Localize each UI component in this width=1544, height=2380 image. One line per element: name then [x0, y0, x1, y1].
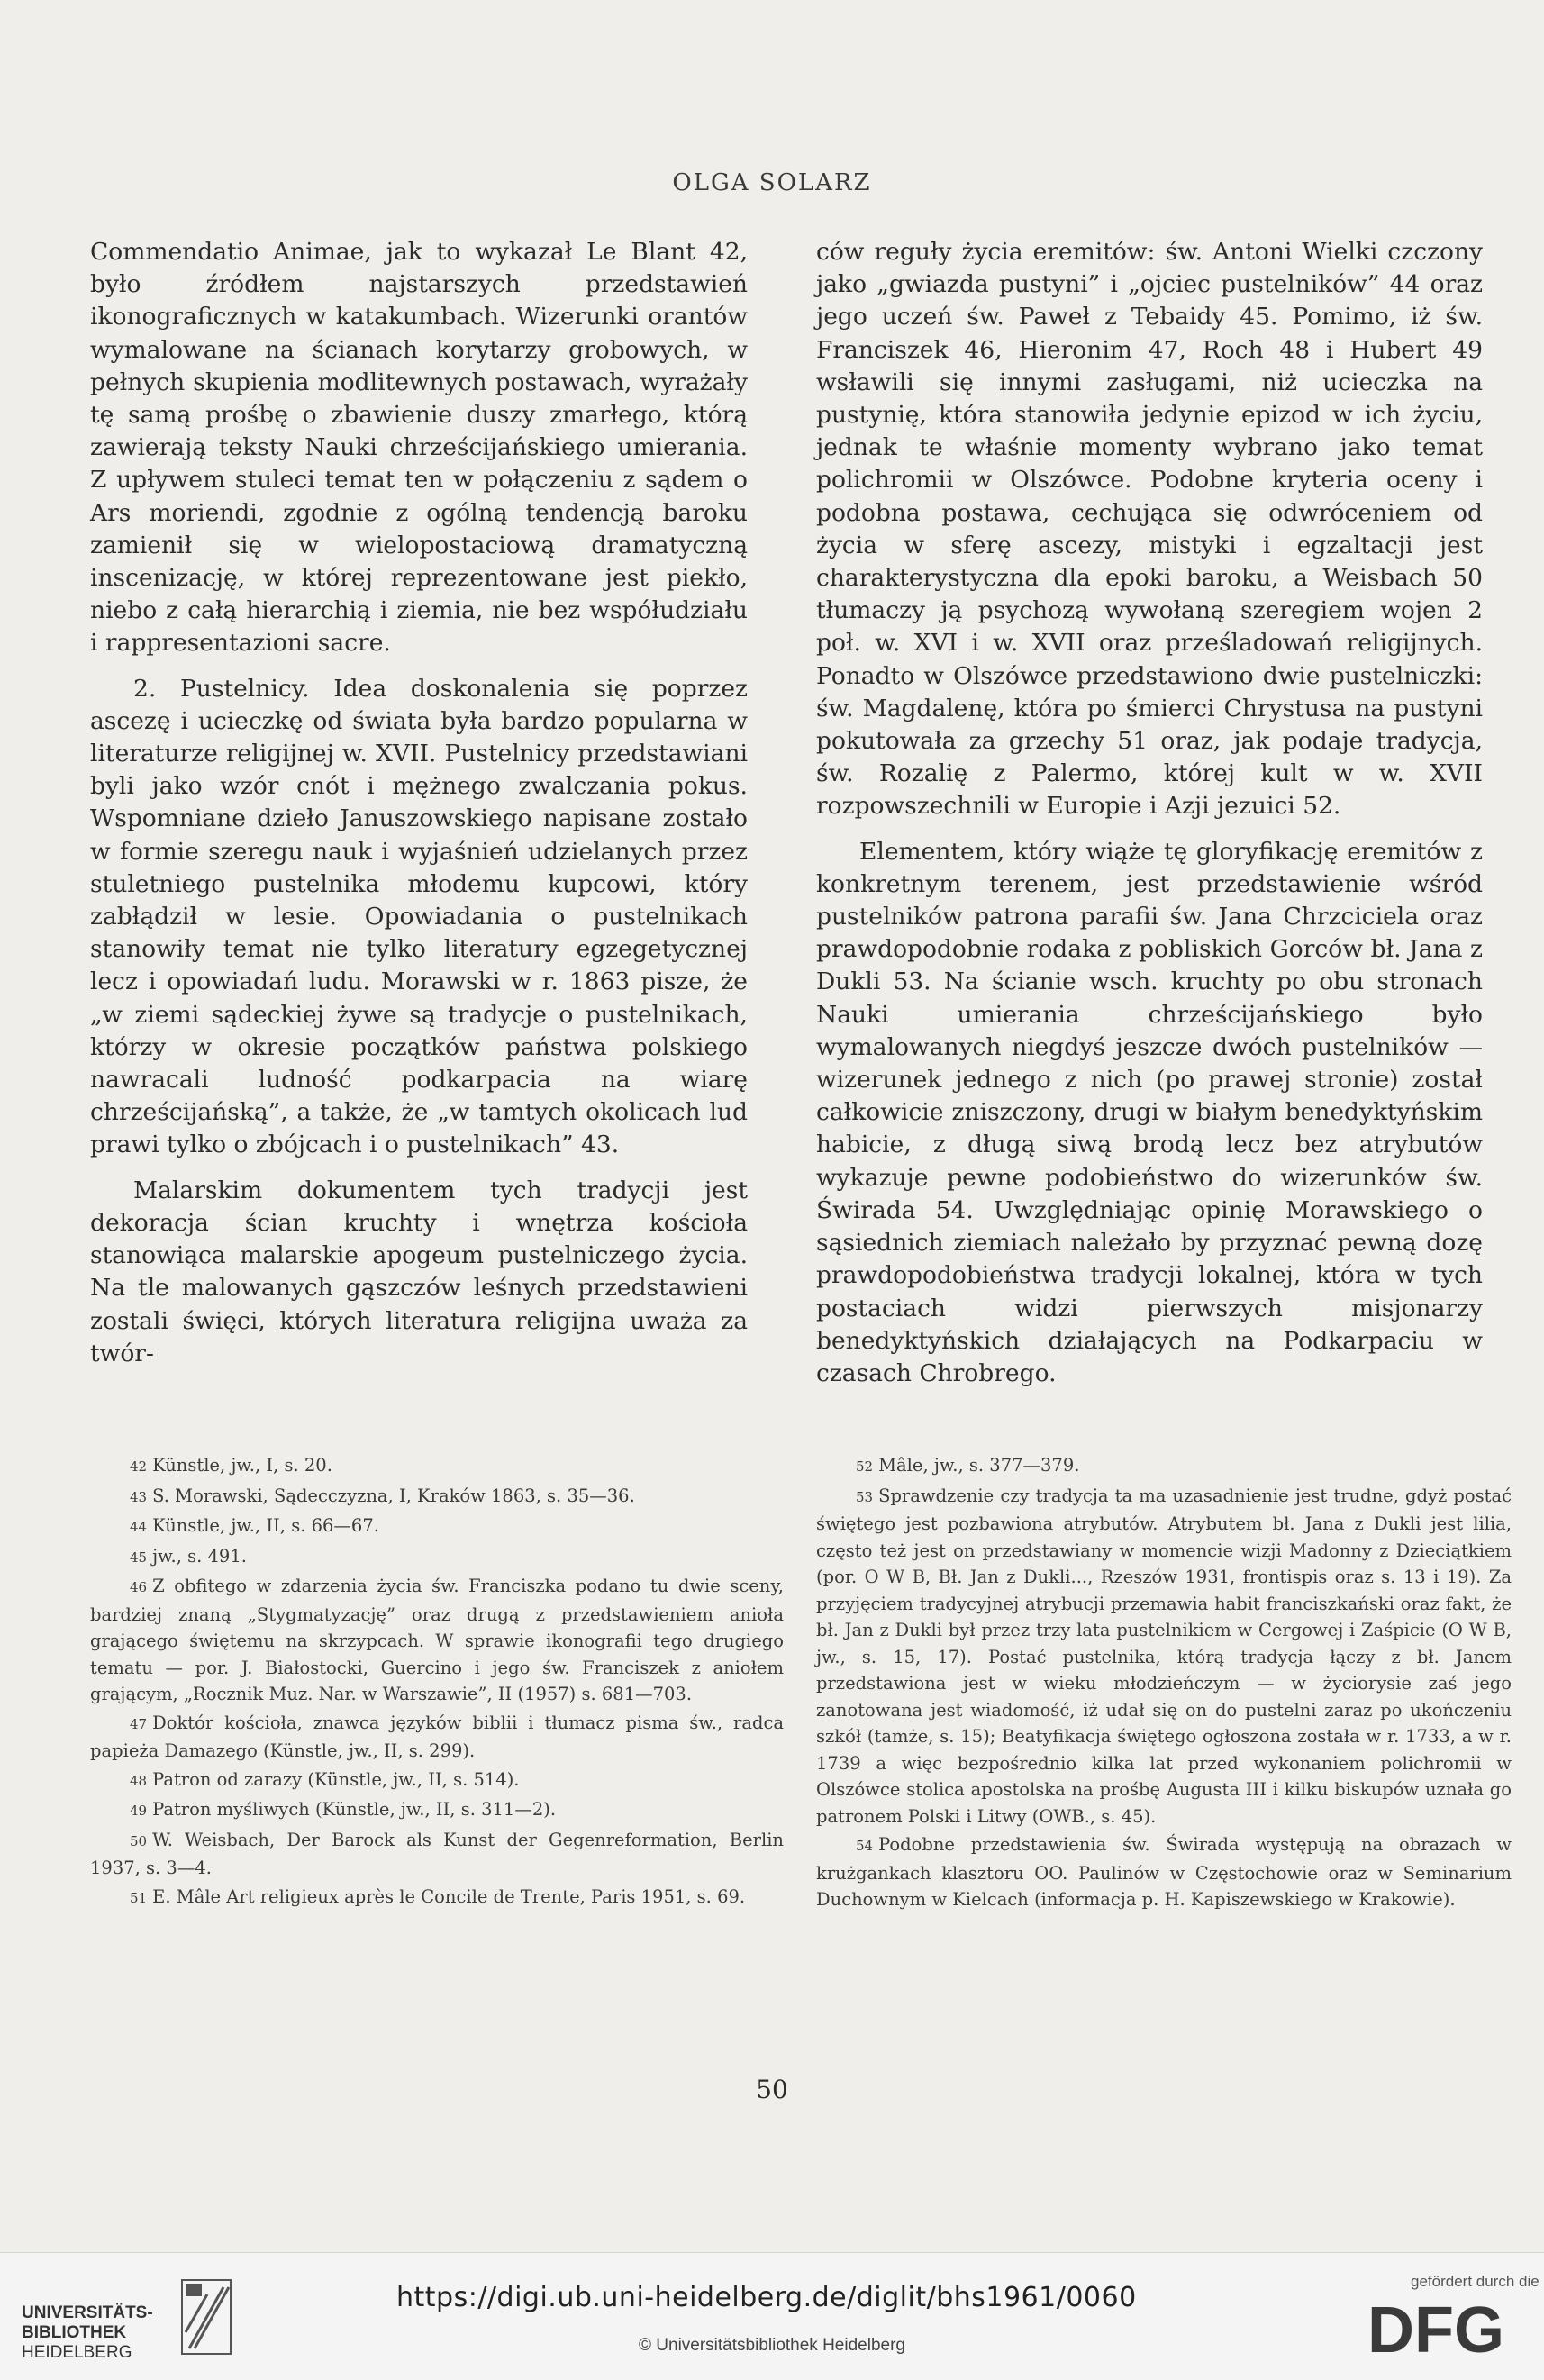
footnote: 47 Doktór kościoła, znawca języków biblii i tłumacz pisma św., radca papieża Damazego (Künstle, jw., II, s. 299). [90, 1712, 784, 1761]
dfg-logo[interactable] [1367, 2296, 1526, 2359]
footnote: 53 Sprawdzenie czy tradycja ta ma uzasadnienie jest trudne, gdyż postać świętego jest pozbawiona atrybutów. Atrybutem bł. Jana z Dukli jest lilia, często też jest on przedstawiany w momencie wizji Madonny z Dzieciątkiem (por. O W B, Bł. Jan z Dukli..., Rzeszów 1931, frontispis oraz s. 13 i 19). Za przyjęciem tradycyjnej atrybucji przemawia habit franciszkański oraz fakt, że bł. Jan z Dukli był przez trzy lata pustelnikiem w Cergowej i Zaśpicie (O W B, jw., s. 15, 17). Postać pustelnika, którą tradycja łączy z bł. Janem przedstawiona jest w wieku młodzieńczym — w życiorysie zaś jego zanotowana jest wiadomość, iż udał się on do pustelni zaraz po ukończeniu szkół (tamże, s. 15); Beatyfikacja świętego ogłoszona została w r. 1733, a w r. 1739 a więc bezpośrednio kilka lat przed wykonaniem polichromii w Olszówce stolica apostolska na prośbę Augusta III i kilku biskupów uznała go patronem Polski i Litwy (OWB., s. 45). [816, 1485, 1512, 1827]
running-head: OLGA SOLARZ [672, 169, 872, 196]
footnote: 54 Podobne przedstawienia św. Świrada występują na obrazach w krużgankach klasztoru OO. Paulinów w Częstochowie oraz w Seminarium Duchownym w Kielcach (informacja p. H. Kapiszewskiego w Krakowie). [816, 1834, 1512, 1910]
paragraph: 2. Pustelnicy. Idea doskonalenia się poprzez ascezę i ucieczkę od świata była bardzo popularna w literaturze religijnej w. XVII. Pustelnicy przedstawiani byli jako wzór cnót i mężnego zwalczania pokus. Wspomniane dzieło Januszowskiego napisane zostało w formie szeregu nauk i wyjaśnień udzielanych przez stuletniego pustelnika młodemu kupcowi, który zabłądził w lesie. Opowiadania o pustelnikach stanowiły temat nie tylko literatury egzegetycznej lecz i opowiadań ludu. Morawski w r. 1863 pisze, że „w ziemi sądeckiej żywe są tradycje o pustelnikach, którzy w okresie początków państwa polskiego nawracali ludność podkarpacia na wiarę chrześcijańską”, a także, że „w tamtych okolicach lud prawi tylko o zbójcach i o pustelnikach” 43. [90, 674, 748, 1159]
paragraph: ców reguły życia eremitów: św. Antoni Wielki czczony jako „gwiazda pustyni” i „ojciec pustelników” 44 oraz jego uczeń św. Paweł z Tebaidy 45. Pomimo, iż św. Franciszek 46, Hieronim 47, Roch 48 i Hubert 49 wsławili się innymi zasługami, niż ucieczka na pustynię, która stanowiła jedynie epizod w ich życiu, jednak te właśnie momenty wybrano jako temat polichromii w Olszówce. Podobne kryteria oceny i podobna postawa, cechująca się odwróceniem od życia w sferę ascezy, mistyki i egzaltacji jest charakterystyczna dla epoki baroku, a Weisbach 50 tłumaczy ją psychozą wywołaną szeregiem wojen 2 poł. w. XVI i w. XVII oraz prześladowań religijnych. Ponadto w Olszówce przedstawiono dwie pustelniczki: św. Magdalenę, która po śmierci Chrystusa na pustyni pokutowała za grzechy 51 oraz, jak podaje tradycja, św. Rozalię z Palermo, której kult w w. XVII rozpowszechnili w Europie i Azji jezuici 52. [816, 238, 1483, 821]
footnote: 43 S. Morawski, Sądecczyzna, I, Kraków 1863, s. 35—36. [130, 1485, 635, 1506]
copyright-notice: © Universitätsbibliothek Heidelberg [639, 2336, 905, 2355]
footnote: 44 Künstle, jw., II, s. 66—67. [130, 1515, 379, 1536]
paragraph: Malarskim dokumentem tych tradycji jest dekoracja ścian kruchty i wnętrza kościoła stanowiąca malarskie apogeum pustelniczego życia. Na tle malowanych gąszczów leśnych przedstawieni zostali święci, których literatura religijna uważa za twór- [90, 1176, 748, 1367]
page-number: 50 [756, 2075, 788, 2104]
footnotes-left [90, 1452, 784, 1913]
footnote: 46 Z obfitego w zdarzenia życia św. Franciszka podano tu dwie sceny, bardziej znaną „Stygmatyzację” oraz drugą z przedstawieniem anioła grającego świętemu na skrzypcach. W sprawie ikonografii tego drugiego tematu — por. J. Białostocki, Guercino i jego św. Franciszek z aniołem grającym, „Rocznik Muz. Nar. w Warszawie”, II (1957) s. 681—703. [90, 1576, 784, 1704]
right-text-column [816, 236, 1483, 1403]
footnote: 51 E. Mâle Art religieux après le Concile de Trente, Paris 1951, s. 69. [130, 1885, 746, 1907]
library-logo[interactable]: UNIVERSITÄTS- BIBLIOTHEK HEIDELBERG [22, 2303, 153, 2362]
footnote: 48 Patron od zarazy (Künstle, jw., II, s. 514). [130, 1768, 520, 1790]
paragraph: Elementem, który wiąże tę gloryfikację eremitów z konkretnym terenem, jest przedstawienie wśród pustelników patrona parafii św. Jana Chrzciciela oraz prawdopodobnie rodaka z pobliskich Gorców bł. Jana z Dukli 53. Na ścianie wsch. kruchty po obu stronach Nauki umierania chrześcijańskiego było wymalowanych niegdyś jeszcze dwóch pustelników — wizerunek jednego z nich (po prawej stronie) został całkowicie zniszczony, drugi w białym benedyktyńskim habicie, z długą siwą brodą lecz bez atrybutów wykazuje pewne podobieństwo do wizerunków św. Świrada 54. Uwzględniając opinię Morawskiego o sąsiednich ziemiach należało by przyznać pewną dozę prawdopodobieństwa tradycji lokalnej, która w tych postaciach widzi pierwszych misjonarzy benedyktyńskich działających na Podkarpaciu w czasach Chrobrego. [816, 837, 1483, 1387]
funding-caption: gefördert durch die [1411, 2273, 1539, 2290]
paragraph: Commendatio Animae, jak to wykazał Le Blant 42, było źródłem najstarszych przedstawień ikonograficznych w katakumbach. Wizerunki orantów wymalowane na ścianach korytarzy grobowych, w pełnych skupienia modlitewnych postawach, wyrażały tę samą prośbę o zbawienie duszy zmarłego, którą zawierają teksty Nauki chrześcijańskiego umierania. Z upływem stuleci temat ten w połączeniu z sądem o Ars moriendi, zgodnie z ogólną tendencją baroku zamienił się w wielopostaciową dramatyczną inscenizację, w której reprezentowane jest piekło, niebo z całą hierarchią i ziemia, nie bez współudziału i rappresentazioni sacre. [90, 238, 748, 658]
left-text-column [90, 236, 748, 1383]
footnote: 52 Mâle, jw., s. 377—379. [856, 1455, 1080, 1476]
viewer-footer [0, 2252, 1544, 2380]
footnotes-right [816, 1452, 1512, 1915]
footnote: 50 W. Weisbach, Der Barock als Kunst der Gegenreformation, Berlin 1937, s. 3—4. [90, 1829, 784, 1878]
document-url-link[interactable]: https://digi.ub.uni-heidelberg.de/diglit/bhs1961/0060 [396, 2282, 1137, 2313]
svg-text:DFG: DFG [1367, 2296, 1504, 2359]
footnote: 45 jw., s. 491. [130, 1545, 247, 1567]
footnote: 42 Künstle, jw., I, s. 20. [130, 1455, 332, 1476]
footnote: 49 Patron myśliwych (Künstle, jw., II, s. 311—2). [130, 1799, 557, 1820]
